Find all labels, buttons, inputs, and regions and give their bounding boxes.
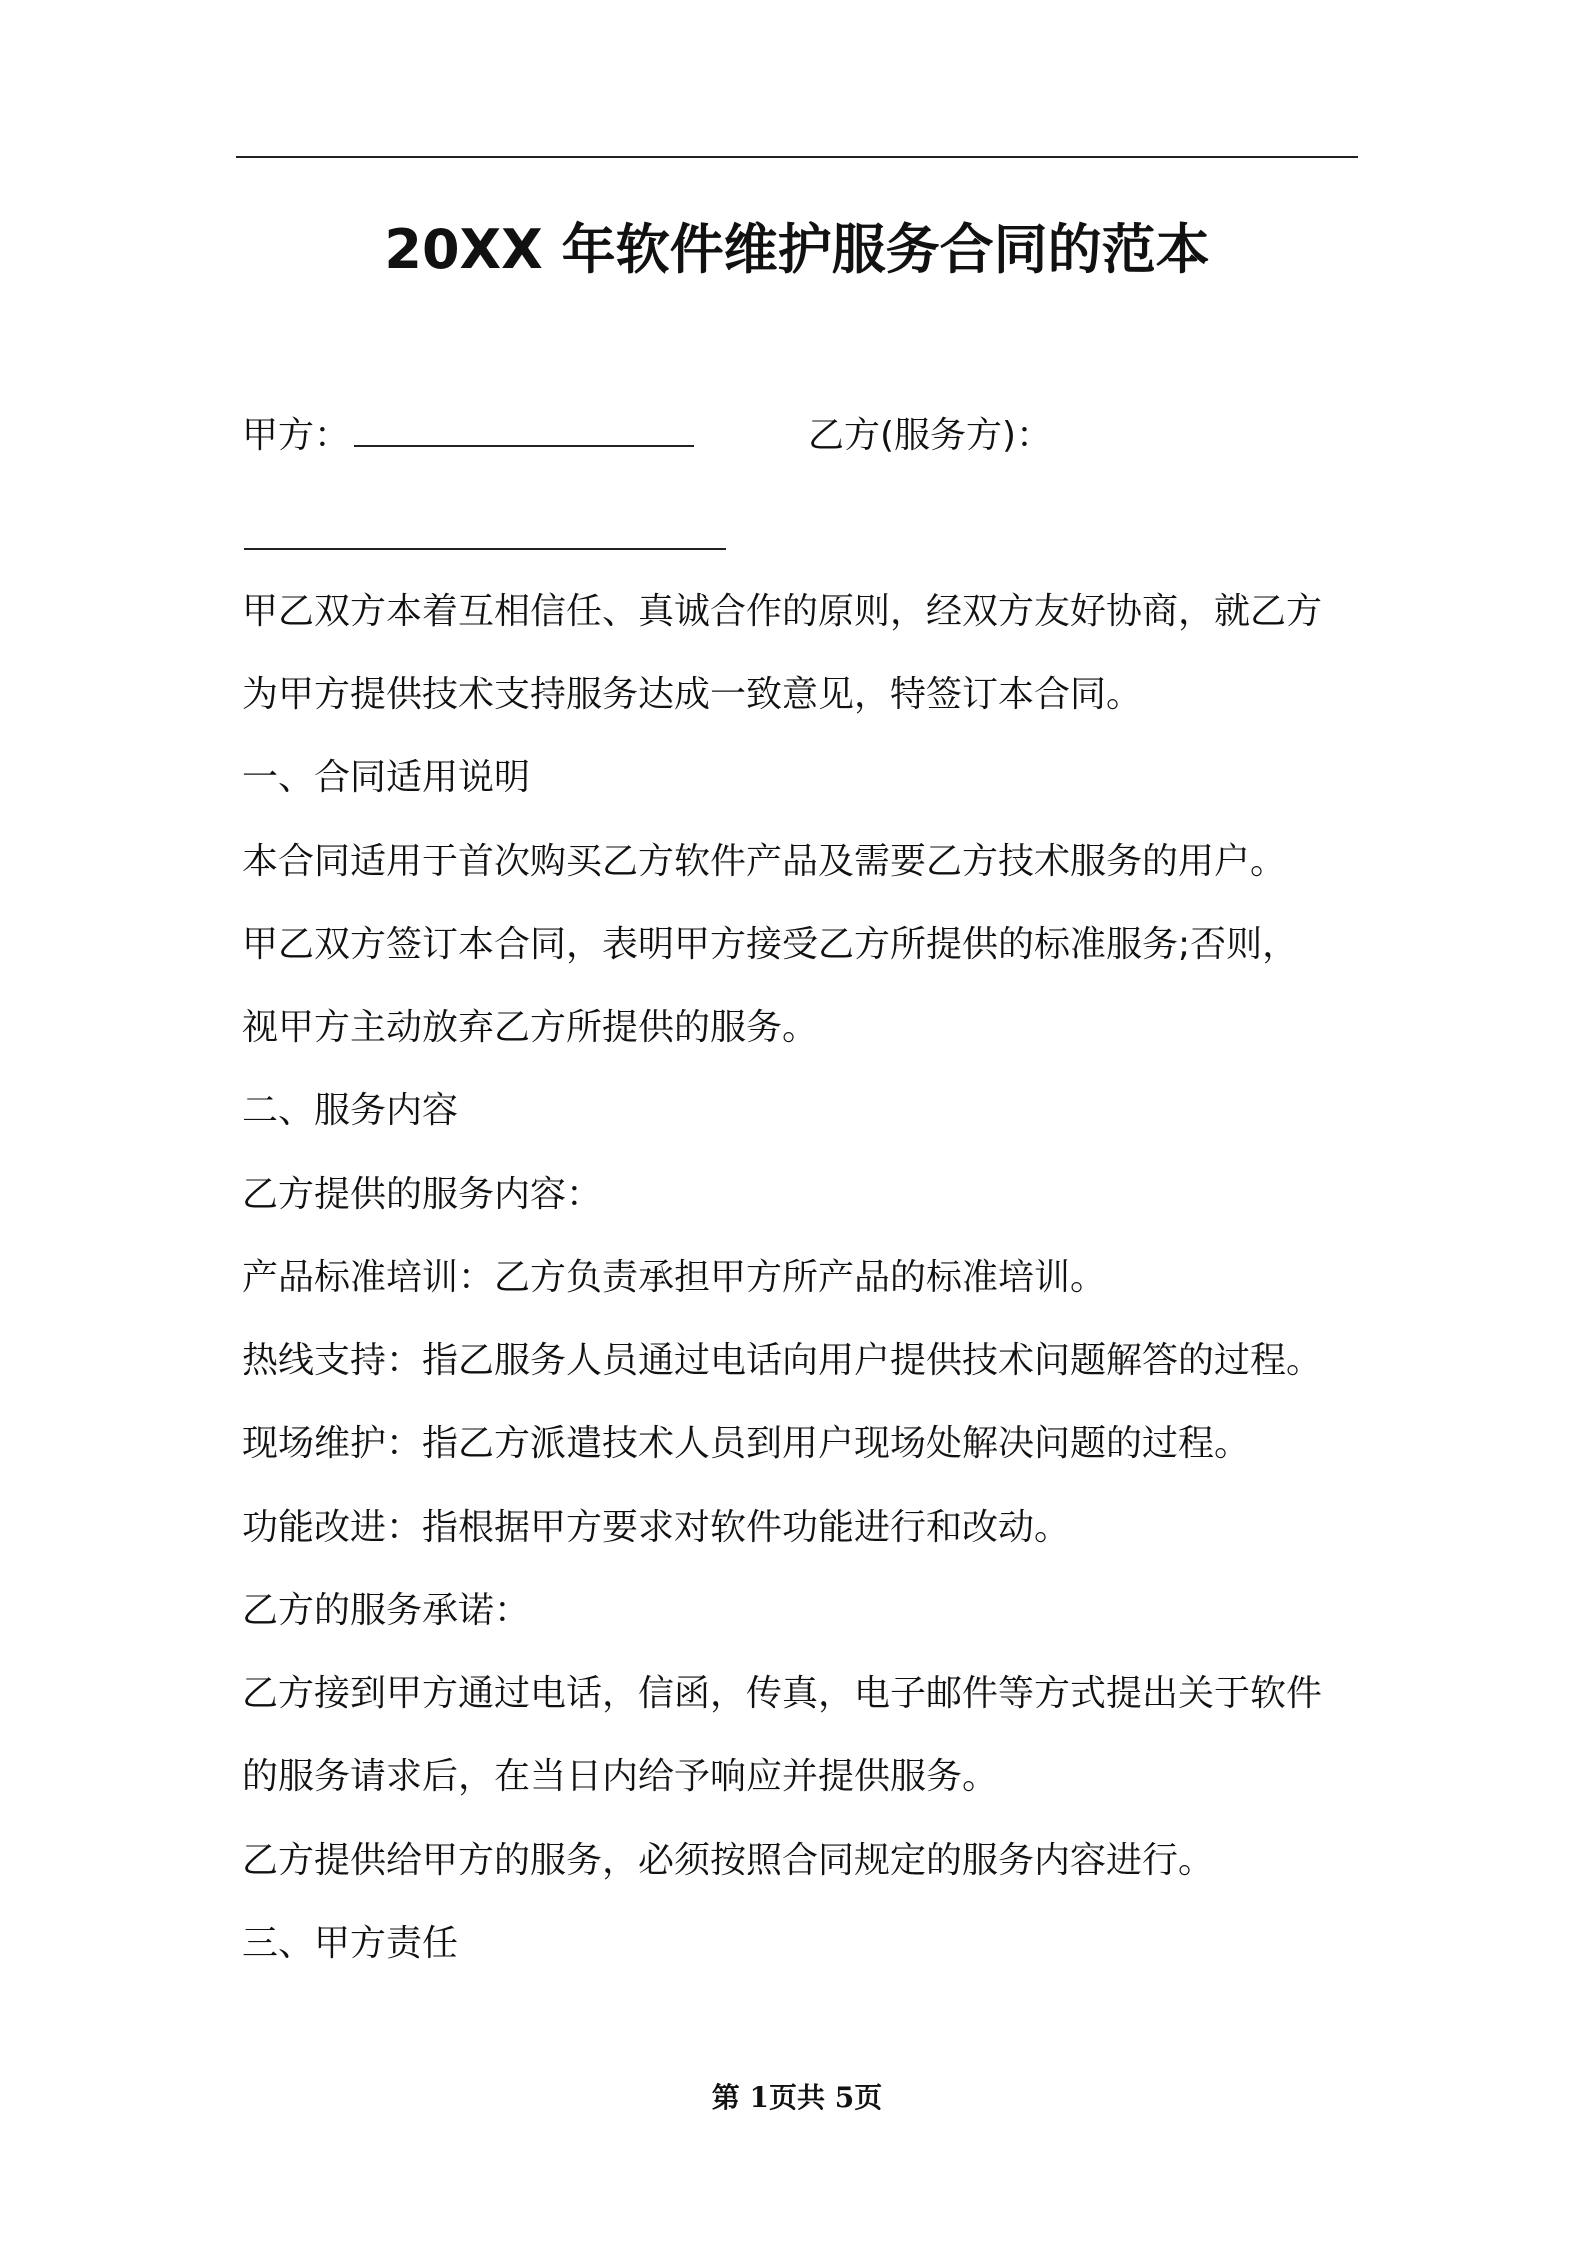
body-line: 功能改进：指根据甲方要求对软件功能进行和改动。: [242, 1507, 1071, 1548]
document-title: 20XX 年软件维护服务合同的范本: [384, 218, 1210, 281]
body-line: 本合同适用于首次购买乙方软件产品及需要乙方技术服务的用户。: [242, 841, 1287, 882]
body-line: 产品标准培训：乙方负责承担甲方所产品的标准培训。: [242, 1257, 1107, 1298]
body-line: 为甲方提供技术支持服务达成一致意见，特签订本合同。: [242, 674, 1143, 715]
body-line: 的服务请求后，在当日内给予响应并提供服务。: [242, 1756, 999, 1797]
party-a-label: 甲方：: [242, 415, 351, 456]
page-footer: 第 1页共 5页: [711, 2081, 883, 2114]
header-rule: [236, 156, 1358, 158]
section-heading: 二、服务内容: [242, 1090, 459, 1131]
section-heading: 一、合同适用说明: [242, 757, 531, 798]
party-b-label: 乙方(服务方)：: [808, 415, 1053, 456]
body-line: 视甲方主动放弃乙方所提供的服务。: [242, 1007, 819, 1048]
body-line: 乙方提供的服务内容：: [242, 1174, 603, 1215]
body-line: 现场维护：指乙方派遣技术人员到用户现场处解决问题的过程。: [242, 1423, 1251, 1464]
section-heading: 三、甲方责任: [242, 1923, 459, 1964]
body-line: 乙方接到甲方通过电话，信函，传真，电子邮件等方式提出关于软件: [242, 1673, 1323, 1714]
body-line: 甲乙双方签订本合同，表明甲方接受乙方所提供的标准服务;否则，: [242, 924, 1299, 965]
party-a-blank: [354, 411, 694, 447]
body-line: 热线支持：指乙服务人员通过电话向用户提供技术问题解答的过程。: [242, 1340, 1323, 1381]
body-line: 乙方提供给甲方的服务，必须按照合同规定的服务内容进行。: [242, 1840, 1215, 1881]
party-a-line: [242, 400, 694, 472]
party-b-line: [808, 400, 1052, 472]
body-line: 甲乙双方本着互相信任、真诚合作的原则，经双方友好协商，就乙方: [242, 591, 1323, 632]
party-b-blank: [244, 548, 726, 550]
body-line: 乙方的服务承诺：: [242, 1590, 531, 1631]
